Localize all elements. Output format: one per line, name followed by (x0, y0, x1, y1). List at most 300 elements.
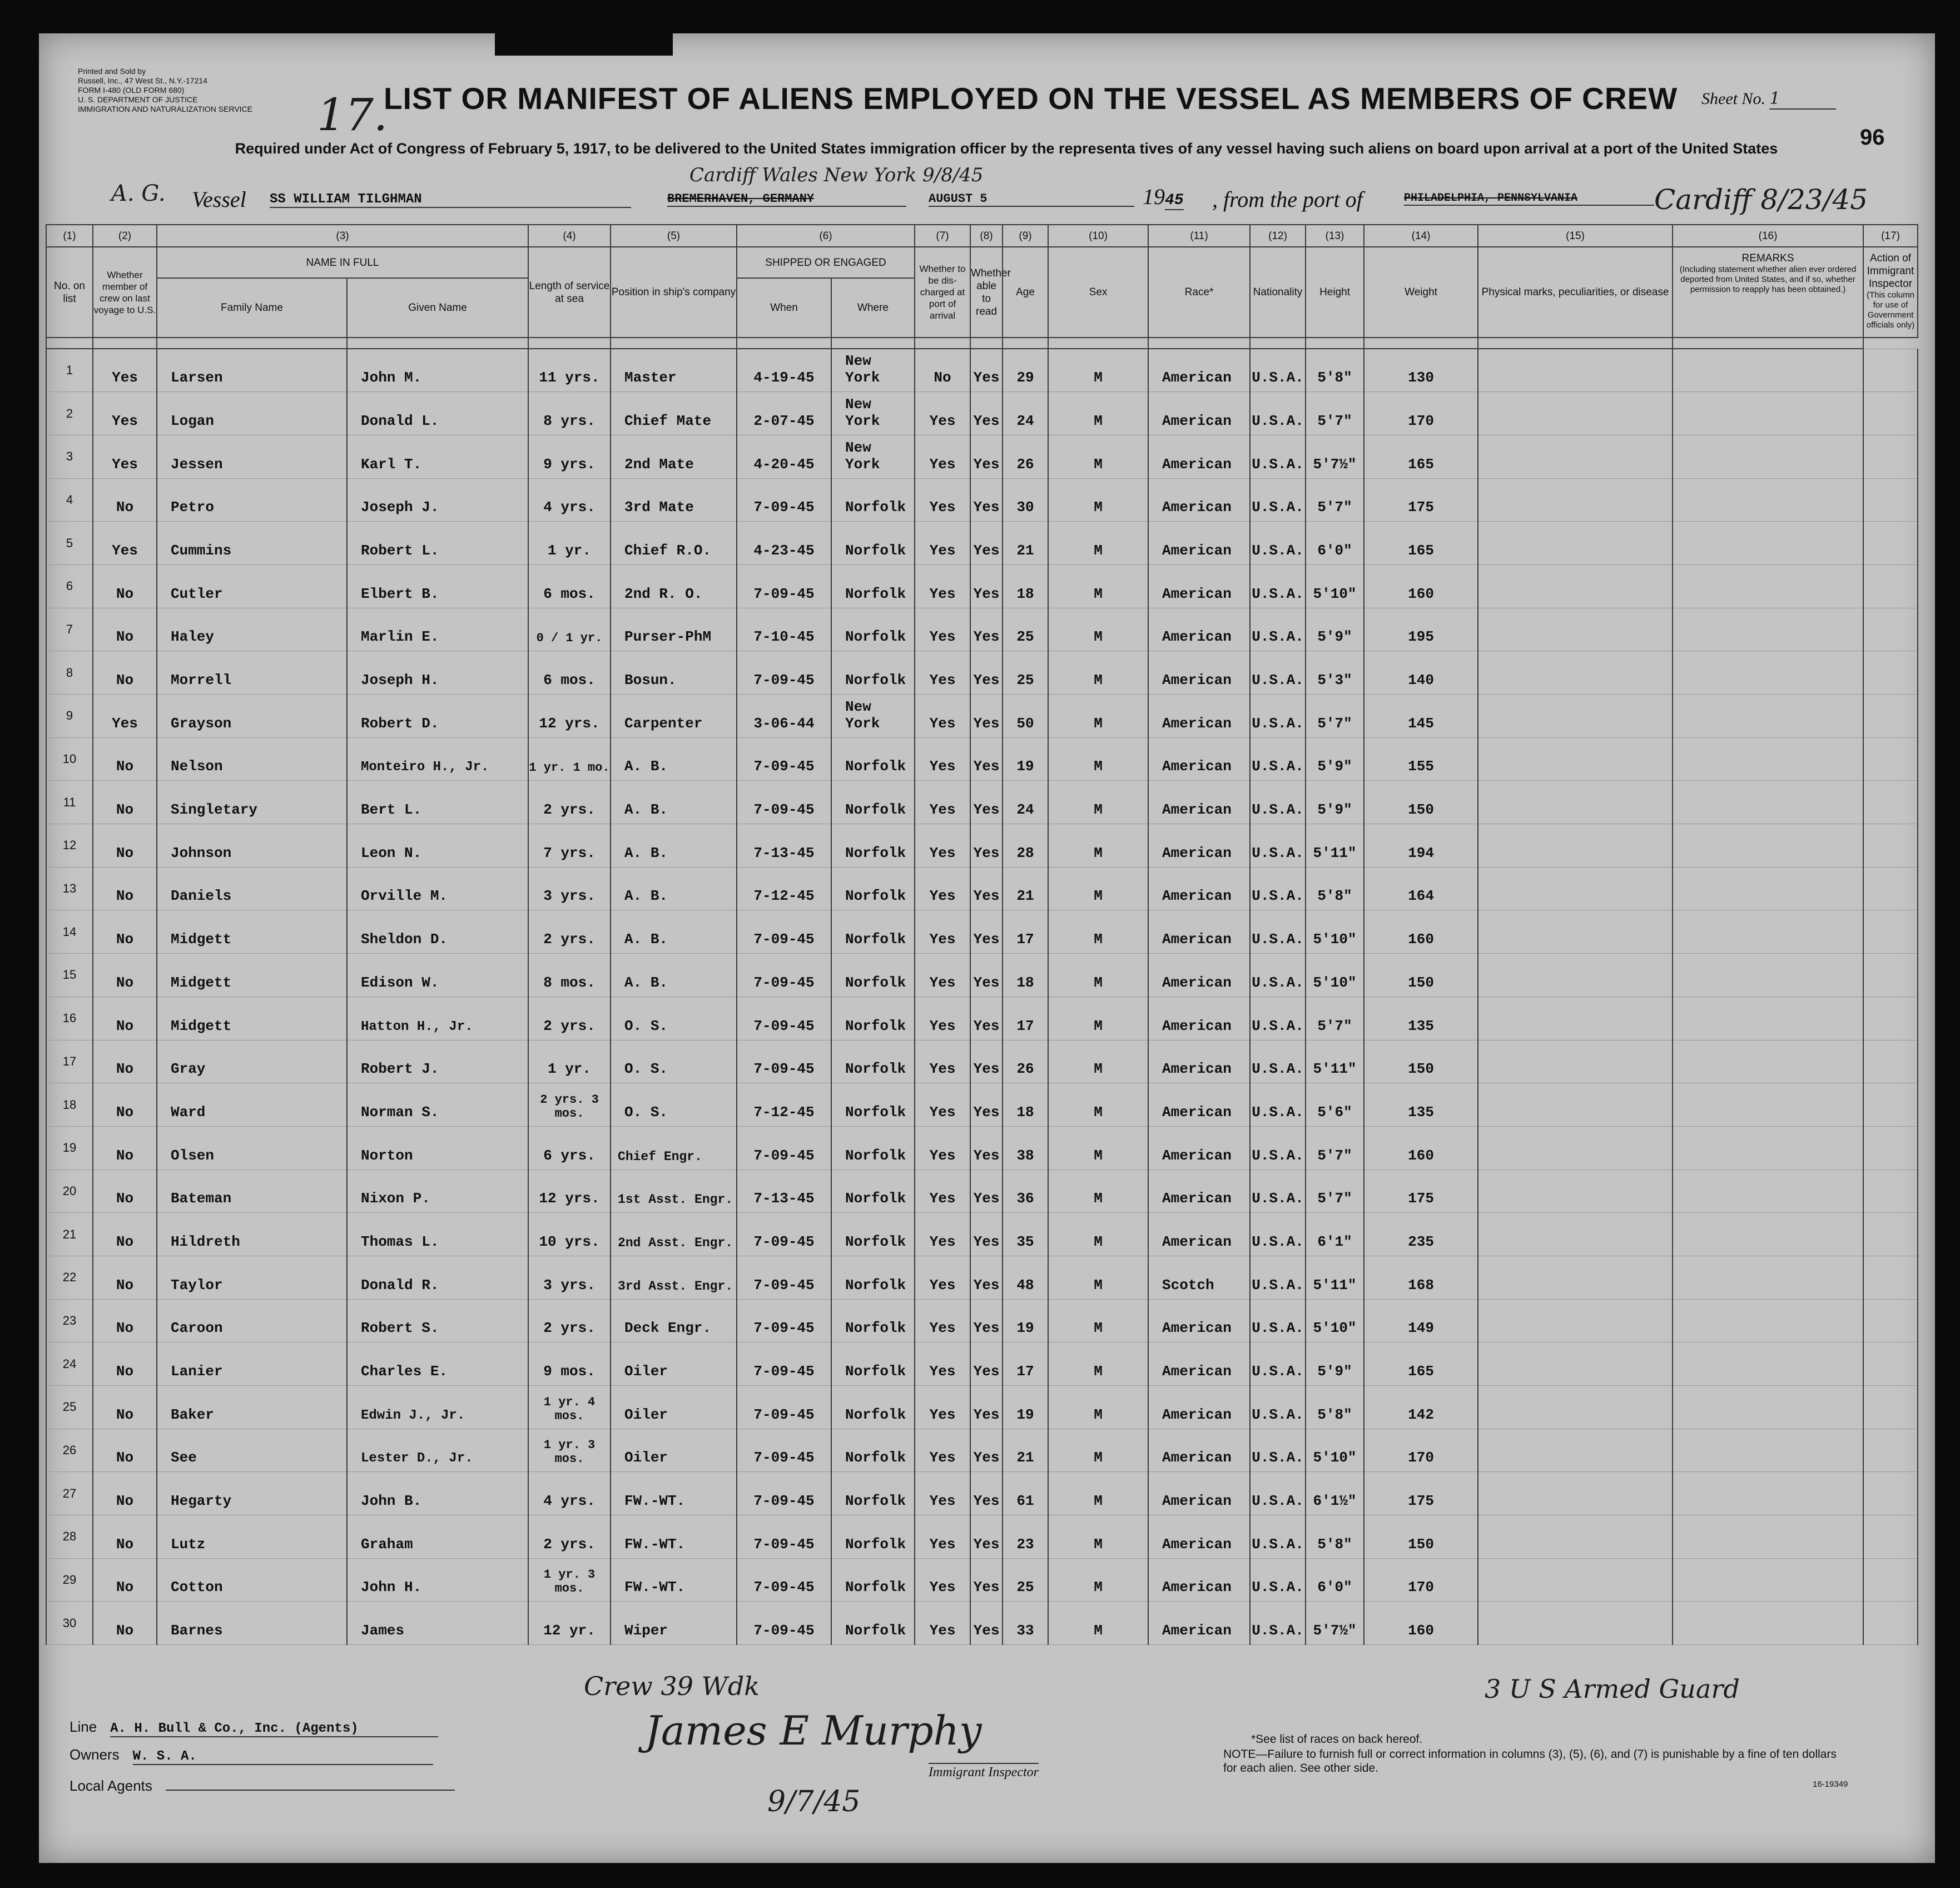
position: FW.-WT. (611, 1515, 737, 1559)
family-name: Caroon (157, 1299, 347, 1342)
shipped-where: Norfolk (831, 608, 915, 651)
inspector-action (1863, 737, 1918, 781)
crew-row (46, 1342, 1918, 1386)
age: 23 (1003, 1515, 1048, 1559)
given-name: Leon N. (347, 824, 528, 868)
inspector-action (1863, 522, 1918, 565)
physical-marks (1478, 1213, 1673, 1256)
crew-number: 7 (46, 608, 93, 651)
height: 5'7" (1306, 392, 1364, 435)
length-of-service: 2 yrs. 3 mos. (528, 1083, 611, 1127)
height: 5'10" (1306, 1299, 1364, 1342)
family-name: Hildreth (157, 1213, 347, 1256)
header-able-read: Whether able to read (970, 247, 1003, 338)
discharged: Yes (915, 1170, 970, 1213)
physical-marks (1478, 1170, 1673, 1213)
nationality: U.S.A. (1250, 651, 1306, 695)
shipped-where: New York (831, 349, 915, 392)
shipped-when: 2-07-45 (737, 392, 831, 435)
inspector-action (1863, 651, 1918, 695)
length-of-service: 2 yrs. (528, 1515, 611, 1559)
member-last-voyage: No (93, 954, 157, 997)
inspector-action (1863, 1126, 1918, 1170)
race: American (1148, 522, 1250, 565)
crew-number: 2 (46, 392, 93, 435)
member-last-voyage: Yes (93, 522, 157, 565)
inspector-action (1863, 1213, 1918, 1256)
shipped-when: 7-12-45 (737, 1083, 831, 1127)
discharged: Yes (915, 1386, 970, 1429)
position: A. B. (611, 824, 737, 868)
able-to-read: Yes (970, 1126, 1003, 1170)
inspector-label: Immigrant Inspector (929, 1763, 1039, 1780)
weight: 150 (1364, 781, 1478, 824)
remarks-title: REMARKS (1741, 252, 1794, 264)
crew-row (46, 1602, 1918, 1645)
position: Chief R.O. (611, 522, 737, 565)
physical-marks (1478, 1256, 1673, 1299)
remarks (1673, 564, 1863, 608)
race: American (1148, 478, 1250, 522)
physical-marks (1478, 392, 1673, 435)
shipped-where: Norfolk (831, 1558, 915, 1602)
crew-number: 22 (46, 1256, 93, 1299)
crew-number: 3 (46, 435, 93, 478)
col-number: (3) (157, 225, 528, 247)
shipped-where: Norfolk (831, 781, 915, 824)
able-to-read: Yes (970, 1558, 1003, 1602)
shipped-where: Norfolk (831, 651, 915, 695)
inspector-action (1863, 1558, 1918, 1602)
inspector-action (1863, 608, 1918, 651)
height: 5'10" (1306, 954, 1364, 997)
inspector-action (1863, 824, 1918, 868)
length-of-service: 3 yrs. (528, 1256, 611, 1299)
age: 18 (1003, 954, 1048, 997)
race: American (1148, 651, 1250, 695)
height: 5'10" (1306, 1429, 1364, 1472)
sex: M (1048, 695, 1148, 738)
able-to-read: Yes (970, 435, 1003, 478)
race: American (1148, 1299, 1250, 1342)
position: 3rd Asst. Engr. (611, 1256, 737, 1299)
inspector-action (1863, 564, 1918, 608)
member-last-voyage: No (93, 824, 157, 868)
header-spacer-row (46, 338, 1918, 349)
length-of-service: 4 yrs. (528, 1472, 611, 1515)
weight: 150 (1364, 1515, 1478, 1559)
remarks (1673, 1515, 1863, 1559)
inspector-action (1863, 1040, 1918, 1083)
given-name: John H. (347, 1558, 528, 1602)
nationality: U.S.A. (1250, 1558, 1306, 1602)
inspector-action (1863, 1515, 1918, 1559)
header-remarks (1673, 247, 1863, 338)
weight: 164 (1364, 867, 1478, 910)
shipped-where: Norfolk (831, 1126, 915, 1170)
sex: M (1048, 1515, 1148, 1559)
crew-number: 16 (46, 997, 93, 1040)
given-name: Graham (347, 1515, 528, 1559)
inspector-action (1863, 478, 1918, 522)
weight: 160 (1364, 910, 1478, 954)
crew-row (46, 781, 1918, 824)
header-length-service: Length of service at sea (528, 247, 611, 338)
member-last-voyage: No (93, 1170, 157, 1213)
race: American (1148, 1602, 1250, 1645)
nationality: U.S.A. (1250, 781, 1306, 824)
owners-value: W. S. A. (133, 1749, 433, 1765)
given-name: Joseph H. (347, 651, 528, 695)
printer-line: IMMIGRATION AND NATURALIZATION SERVICE (78, 105, 252, 113)
position: Purser-PhM (611, 608, 737, 651)
able-to-read: Yes (970, 1472, 1003, 1515)
nationality: U.S.A. (1250, 954, 1306, 997)
physical-marks (1478, 522, 1673, 565)
discharged: Yes (915, 1256, 970, 1299)
signature-date: 9/7/45 (767, 1785, 861, 1818)
physical-marks (1478, 781, 1673, 824)
printer-line: U. S. DEPARTMENT OF JUSTICE (78, 95, 198, 104)
remarks (1673, 1299, 1863, 1342)
family-name: Lutz (157, 1515, 347, 1559)
arrival-date: AUGUST 5 (929, 192, 1134, 207)
crew-row (46, 1170, 1918, 1213)
race: American (1148, 954, 1250, 997)
nationality: U.S.A. (1250, 1256, 1306, 1299)
member-last-voyage: No (93, 478, 157, 522)
nationality: U.S.A. (1250, 737, 1306, 781)
age: 28 (1003, 824, 1048, 868)
shipped-when: 4-19-45 (737, 349, 831, 392)
nationality: U.S.A. (1250, 564, 1306, 608)
remarks-note: (Including statement whether alien ever ordered deported from United States, and if so, whether permission to reapply has been obtained.) (1679, 265, 1857, 294)
family-name: Johnson (157, 824, 347, 868)
shipped-when: 7-09-45 (737, 1472, 831, 1515)
physical-marks (1478, 651, 1673, 695)
physical-marks (1478, 1515, 1673, 1559)
race: American (1148, 910, 1250, 954)
nationality: U.S.A. (1250, 608, 1306, 651)
able-to-read: Yes (970, 478, 1003, 522)
crew-row (46, 1256, 1918, 1299)
race: American (1148, 737, 1250, 781)
weight: 235 (1364, 1213, 1478, 1256)
crew-row (46, 1083, 1918, 1127)
sex: M (1048, 867, 1148, 910)
height: 5'11" (1306, 1040, 1364, 1083)
age: 38 (1003, 1126, 1048, 1170)
shipped-where: New York (831, 435, 915, 478)
given-name: Robert D. (347, 695, 528, 738)
crew-number: 26 (46, 1429, 93, 1472)
shipped-when: 7-09-45 (737, 954, 831, 997)
remarks (1673, 435, 1863, 478)
action-title: Action of Immigrant Inspector (1867, 252, 1914, 290)
position: Carpenter (611, 695, 737, 738)
crew-number: 10 (46, 737, 93, 781)
nationality: U.S.A. (1250, 910, 1306, 954)
race: American (1148, 1515, 1250, 1559)
shipped-where: Norfolk (831, 478, 915, 522)
family-name: Olsen (157, 1126, 347, 1170)
position: A. B. (611, 781, 737, 824)
discharged: Yes (915, 1126, 970, 1170)
shipped-where: Norfolk (831, 910, 915, 954)
shipped-when: 7-09-45 (737, 564, 831, 608)
header-sex: Sex (1048, 247, 1148, 338)
discharged: Yes (915, 1299, 970, 1342)
discharged: Yes (915, 1040, 970, 1083)
length-of-service: 1 yr. 3 mos. (528, 1558, 611, 1602)
col-number: (10) (1048, 225, 1148, 247)
nationality: U.S.A. (1250, 522, 1306, 565)
given-name: John M. (347, 349, 528, 392)
family-name: Haley (157, 608, 347, 651)
inspector-action (1863, 435, 1918, 478)
able-to-read: Yes (970, 695, 1003, 738)
shipped-where: Norfolk (831, 1602, 915, 1645)
member-last-voyage: No (93, 1342, 157, 1386)
physical-marks (1478, 867, 1673, 910)
position: 3rd Mate (611, 478, 737, 522)
inspector-action (1863, 392, 1918, 435)
position: 2nd Asst. Engr. (611, 1213, 737, 1256)
discharged: Yes (915, 522, 970, 565)
length-of-service: 2 yrs. (528, 1299, 611, 1342)
inspector-action (1863, 1472, 1918, 1515)
remarks (1673, 349, 1863, 392)
height: 5'9" (1306, 1342, 1364, 1386)
races-note: *See list of races on back hereof. (1251, 1733, 1423, 1746)
age: 25 (1003, 651, 1048, 695)
arrival-port-handwritten: Cardiff Wales New York 9/8/45 (689, 164, 984, 186)
header-name-in-full: NAME IN FULL (157, 247, 528, 278)
position: O. S. (611, 1040, 737, 1083)
col-number: (9) (1003, 225, 1048, 247)
family-name: Cummins (157, 522, 347, 565)
physical-marks (1478, 695, 1673, 738)
shipped-when: 3-06-44 (737, 695, 831, 738)
able-to-read: Yes (970, 1256, 1003, 1299)
given-name: Orville M. (347, 867, 528, 910)
shipped-where: Norfolk (831, 954, 915, 997)
height: 5'10" (1306, 564, 1364, 608)
member-last-voyage: No (93, 737, 157, 781)
age: 25 (1003, 1558, 1048, 1602)
shipped-where: Norfolk (831, 1256, 915, 1299)
crew-row (46, 1126, 1918, 1170)
given-name: Marlin E. (347, 608, 528, 651)
member-last-voyage: No (93, 1213, 157, 1256)
inspector-action (1863, 695, 1918, 738)
able-to-read: Yes (970, 867, 1003, 910)
able-to-read: Yes (970, 781, 1003, 824)
nationality: U.S.A. (1250, 1515, 1306, 1559)
race: American (1148, 1342, 1250, 1386)
age: 50 (1003, 695, 1048, 738)
remarks (1673, 1170, 1863, 1213)
discharged: Yes (915, 954, 970, 997)
race: American (1148, 1213, 1250, 1256)
height: 5'8" (1306, 1515, 1364, 1559)
sex: M (1048, 954, 1148, 997)
sex: M (1048, 349, 1148, 392)
sex: M (1048, 1299, 1148, 1342)
physical-marks (1478, 1040, 1673, 1083)
height: 5'11" (1306, 1256, 1364, 1299)
nationality: U.S.A. (1250, 1472, 1306, 1515)
given-name: Edison W. (347, 954, 528, 997)
discharged: Yes (915, 1602, 970, 1645)
able-to-read: Yes (970, 1213, 1003, 1256)
inspector-action (1863, 349, 1918, 392)
shipped-where: New York (831, 392, 915, 435)
crew-number: 6 (46, 564, 93, 608)
weight: 149 (1364, 1299, 1478, 1342)
position: A. B. (611, 910, 737, 954)
crew-row (46, 564, 1918, 608)
position: Oiler (611, 1429, 737, 1472)
shipped-where: Norfolk (831, 1515, 915, 1559)
inspector-action (1863, 1342, 1918, 1386)
fine-note: NOTE—Failure to furnish full or correct information in columns (3), (5), (6), and (7) is punishable by a fine of ten dollars for each alien. See other side. (1223, 1748, 1837, 1775)
sex: M (1048, 1170, 1148, 1213)
crew-number: 19 (46, 1126, 93, 1170)
inspector-signature: James E Murphy (645, 1707, 982, 1754)
given-name: Joseph J. (347, 478, 528, 522)
weight: 170 (1364, 392, 1478, 435)
given-name: Donald L. (347, 392, 528, 435)
shipped-when: 7-09-45 (737, 1515, 831, 1559)
age: 24 (1003, 781, 1048, 824)
remarks (1673, 867, 1863, 910)
length-of-service: 9 yrs. (528, 435, 611, 478)
inspector-action (1863, 1602, 1918, 1645)
remarks (1673, 651, 1863, 695)
header-position: Position in ship's company (611, 247, 737, 338)
length-of-service: 2 yrs. (528, 781, 611, 824)
family-name: Cutler (157, 564, 347, 608)
position: Oiler (611, 1386, 737, 1429)
race: American (1148, 564, 1250, 608)
sheet-label: Sheet No. (1701, 90, 1765, 108)
member-last-voyage: No (93, 1386, 157, 1429)
sex: M (1048, 1040, 1148, 1083)
crew-number: 29 (46, 1558, 93, 1602)
shipped-where: Norfolk (831, 997, 915, 1040)
discharged: Yes (915, 997, 970, 1040)
crew-rows (46, 349, 1918, 1645)
year-prefix: 19 (1143, 184, 1165, 209)
footer-owners (70, 1746, 433, 1765)
col-number: (12) (1250, 225, 1306, 247)
sheet-number (1701, 89, 1836, 110)
physical-marks (1478, 435, 1673, 478)
shipped-where: Norfolk (831, 564, 915, 608)
nationality: U.S.A. (1250, 1342, 1306, 1386)
discharged: Yes (915, 1558, 970, 1602)
vessel-label: Vessel (192, 187, 246, 212)
sex: M (1048, 392, 1148, 435)
crew-number: 17 (46, 1040, 93, 1083)
member-last-voyage: No (93, 781, 157, 824)
member-last-voyage: Yes (93, 349, 157, 392)
nationality: U.S.A. (1250, 1386, 1306, 1429)
family-name: See (157, 1429, 347, 1472)
race: American (1148, 824, 1250, 868)
sex: M (1048, 1472, 1148, 1515)
sex: M (1048, 824, 1148, 868)
remarks (1673, 954, 1863, 997)
race: American (1148, 1040, 1250, 1083)
family-name: Taylor (157, 1256, 347, 1299)
age: 18 (1003, 1083, 1048, 1127)
col-number: (17) (1863, 225, 1918, 247)
inspector-action (1863, 781, 1918, 824)
position: FW.-WT. (611, 1558, 737, 1602)
weight: 150 (1364, 954, 1478, 997)
weight: 165 (1364, 435, 1478, 478)
weight: 195 (1364, 608, 1478, 651)
shipped-where: Norfolk (831, 1083, 915, 1127)
physical-marks (1478, 564, 1673, 608)
length-of-service: 6 mos. (528, 651, 611, 695)
crew-row (46, 824, 1918, 868)
crew-number: 4 (46, 478, 93, 522)
crew-row (46, 867, 1918, 910)
shipped-when: 7-09-45 (737, 1558, 831, 1602)
discharged: Yes (915, 651, 970, 695)
given-name: Hatton H., Jr. (347, 997, 528, 1040)
remarks (1673, 737, 1863, 781)
inspector-action (1863, 1299, 1918, 1342)
member-last-voyage: No (93, 1472, 157, 1515)
weight: 160 (1364, 1602, 1478, 1645)
able-to-read: Yes (970, 349, 1003, 392)
inspector-action (1863, 1429, 1918, 1472)
age: 36 (1003, 1170, 1048, 1213)
header-nationality: Nationality (1250, 247, 1306, 338)
shipped-when: 7-09-45 (737, 1040, 831, 1083)
family-name: Hegarty (157, 1472, 347, 1515)
length-of-service: 3 yrs. (528, 867, 611, 910)
crew-number: 30 (46, 1602, 93, 1645)
crew-number: 13 (46, 867, 93, 910)
header-member-last-voyage: Whether member of crew on last voyage to U.S. (93, 247, 157, 338)
inspector-action (1863, 1256, 1918, 1299)
position: A. B. (611, 737, 737, 781)
header-row-1 (46, 247, 1918, 278)
physical-marks (1478, 1083, 1673, 1127)
remarks (1673, 1040, 1863, 1083)
inspector-action (1863, 1386, 1918, 1429)
crew-row (46, 1299, 1918, 1342)
remarks (1673, 478, 1863, 522)
col-number: (13) (1306, 225, 1364, 247)
age: 48 (1003, 1256, 1048, 1299)
family-name: Midgett (157, 997, 347, 1040)
remarks (1673, 1558, 1863, 1602)
race: American (1148, 781, 1250, 824)
race: American (1148, 435, 1250, 478)
height: 5'7" (1306, 478, 1364, 522)
weight: 165 (1364, 522, 1478, 565)
nationality: U.S.A. (1250, 1040, 1306, 1083)
race: American (1148, 1472, 1250, 1515)
inspector-action (1863, 1083, 1918, 1127)
weight: 142 (1364, 1386, 1478, 1429)
